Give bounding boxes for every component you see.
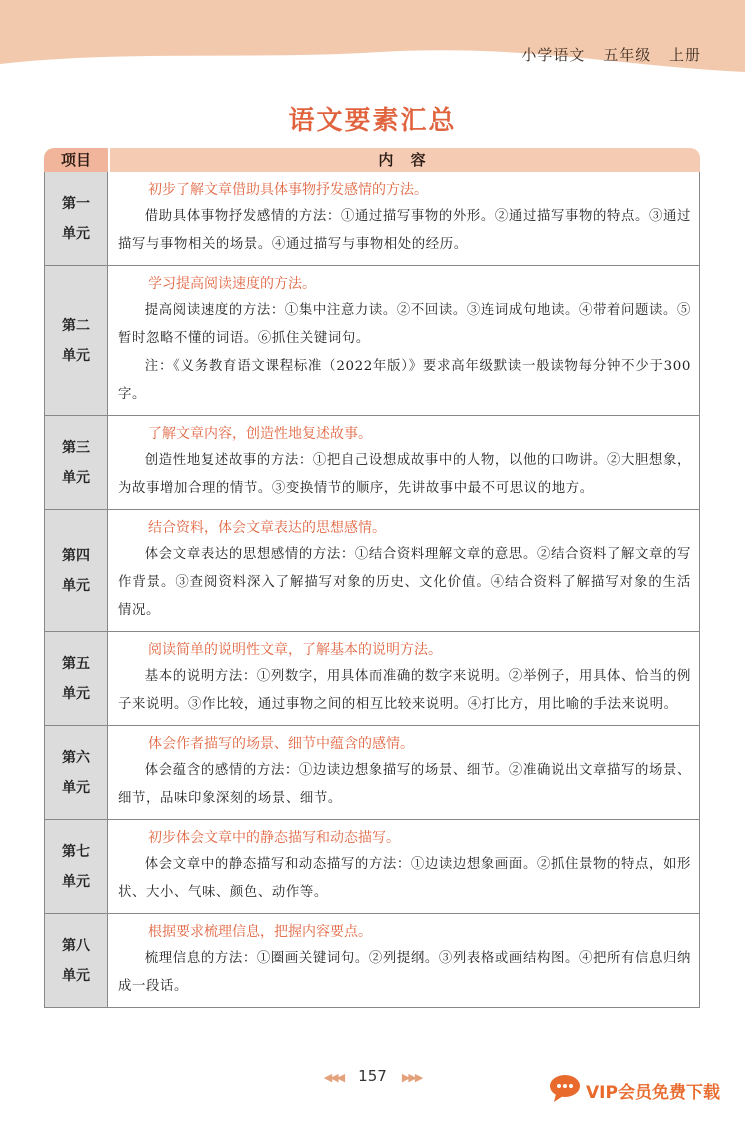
table-row xyxy=(45,914,699,1007)
content-cell xyxy=(108,820,699,913)
column-header-content: 内 容 xyxy=(110,148,700,172)
header-grade: 五年级 xyxy=(603,46,652,64)
content-cell xyxy=(108,726,699,819)
method-paragraph: 注：《义务教育语文课程标准（2022年版）》要求高年级默读一般读物每分钟不少于300字。 xyxy=(118,359,691,402)
unit-goal: 阅读简单的说明性文章，了解基本的说明方法。 xyxy=(148,642,442,658)
summary-table xyxy=(44,148,700,1008)
unit-label: 第七 xyxy=(62,843,90,860)
content-cell xyxy=(108,266,699,415)
table-row xyxy=(45,266,699,416)
unit-label: 单元 xyxy=(62,347,90,364)
header-wave-shape xyxy=(0,0,745,80)
unit-label: 单元 xyxy=(62,225,90,242)
unit-label: 单元 xyxy=(62,779,90,796)
unit-label: 第八 xyxy=(62,937,90,954)
unit-label: 单元 xyxy=(62,685,90,702)
unit-goal: 了解文章内容，创造性地复述故事。 xyxy=(148,426,372,442)
content-cell xyxy=(108,172,699,265)
table-body xyxy=(44,172,700,1008)
table-row xyxy=(45,416,699,510)
unit-label: 单元 xyxy=(62,873,90,890)
method-paragraph: 体会蕴含的感情的方法：①边读边想象描写的场景、细节。②准确说出文章描写的场景、细节，品味印象深刻的场景、细节。 xyxy=(118,763,691,806)
table-row xyxy=(45,510,699,632)
unit-label: 单元 xyxy=(62,967,90,984)
page-title: 语文要素汇总 xyxy=(288,106,457,136)
unit-cell xyxy=(45,266,108,415)
method-paragraph: 提高阅读速度的方法：①集中注意力读。②不回读。③连词成句地读。④带着问题读。⑤暂时忽略不懂的词语。⑥抓住关键词句。 xyxy=(118,303,691,346)
unit-cell xyxy=(45,914,108,1007)
method-paragraph: 创造性地复述故事的方法：①把自己设想成故事中的人物，以他的口吻讲。②大胆想象，为故事增加合理的情节。③变换情节的顺序，先讲故事中最不可思议的地方。 xyxy=(118,453,691,496)
content-cell xyxy=(108,632,699,725)
header-book-info xyxy=(509,44,701,65)
content-cell xyxy=(108,914,699,1007)
unit-label: 第五 xyxy=(62,655,90,672)
page-number: 157 xyxy=(358,1067,387,1085)
method-paragraph: 体会文章表达的思想感情的方法：①结合资料理解文章的意思。②结合资料了解文章的写作背景。③查阅资料深入了解描写对象的历史、文化价值。④结合资料了解描写对象的生活情况。 xyxy=(118,547,691,618)
method-paragraph: 体会文章中的静态描写和动态描写的方法：①边读边想象画面。②抓住景物的特点，如形状、大小、气味、颜色、动作等。 xyxy=(118,857,691,900)
header-volume: 上册 xyxy=(668,46,701,64)
unit-goal: 体会作者描写的场景、细节中蕴含的感情。 xyxy=(148,736,414,752)
unit-cell xyxy=(45,632,108,725)
unit-goal: 根据要求梳理信息，把握内容要点。 xyxy=(148,924,372,940)
header-band xyxy=(0,0,745,80)
unit-label: 单元 xyxy=(62,469,90,486)
unit-label: 第一 xyxy=(62,195,90,212)
unit-goal: 结合资料，体会文章表达的思想感情。 xyxy=(148,520,386,536)
method-paragraph: 基本的说明方法：①列数字，用具体而准确的数字来说明。②举例子，用具体、恰当的例子来说明。③作比较，通过事物之间的相互比较来说明。④打比方，用比喻的手法来说明。 xyxy=(118,669,691,712)
unit-goal: 初步了解文章借助具体事物抒发感情的方法。 xyxy=(148,182,428,198)
unit-cell xyxy=(45,726,108,819)
vip-watermark xyxy=(548,1073,738,1105)
table-header xyxy=(44,148,700,172)
table-row xyxy=(45,632,699,726)
next-arrows-icon: ▶▶▶ xyxy=(401,1071,422,1084)
table-row xyxy=(45,172,699,266)
unit-label: 第二 xyxy=(62,317,90,334)
chat-bubble-icon xyxy=(548,1073,582,1103)
table-row xyxy=(45,726,699,820)
prev-arrows-icon: ◀◀◀ xyxy=(323,1071,344,1084)
header-subject: 小学语文 xyxy=(521,46,586,64)
unit-cell xyxy=(45,820,108,913)
table-row xyxy=(45,820,699,914)
column-header-item: 项目 xyxy=(44,148,108,172)
unit-label: 第三 xyxy=(62,439,90,456)
unit-label: 第六 xyxy=(62,749,90,766)
content-cell xyxy=(108,510,699,631)
method-paragraph: 借助具体事物抒发感情的方法：①通过描写事物的外形。②通过描写事物的特点。③通过描写与事物相关的场景。④通过描写与事物相处的经历。 xyxy=(118,209,691,252)
unit-cell xyxy=(45,510,108,631)
unit-label: 第四 xyxy=(62,547,90,564)
vip-watermark-text: VIP会员免费下载 xyxy=(586,1083,720,1103)
method-paragraph: 梳理信息的方法：①圈画关键词句。②列提纲。③列表格或画结构图。④把所有信息归纳成一段话。 xyxy=(118,951,691,994)
unit-goal: 学习提高阅读速度的方法。 xyxy=(148,276,316,292)
unit-goal: 初步体会文章中的静态描写和动态描写。 xyxy=(148,830,400,846)
content-cell xyxy=(108,416,699,509)
unit-label: 单元 xyxy=(62,577,90,594)
unit-cell xyxy=(45,416,108,509)
unit-cell xyxy=(45,172,108,265)
